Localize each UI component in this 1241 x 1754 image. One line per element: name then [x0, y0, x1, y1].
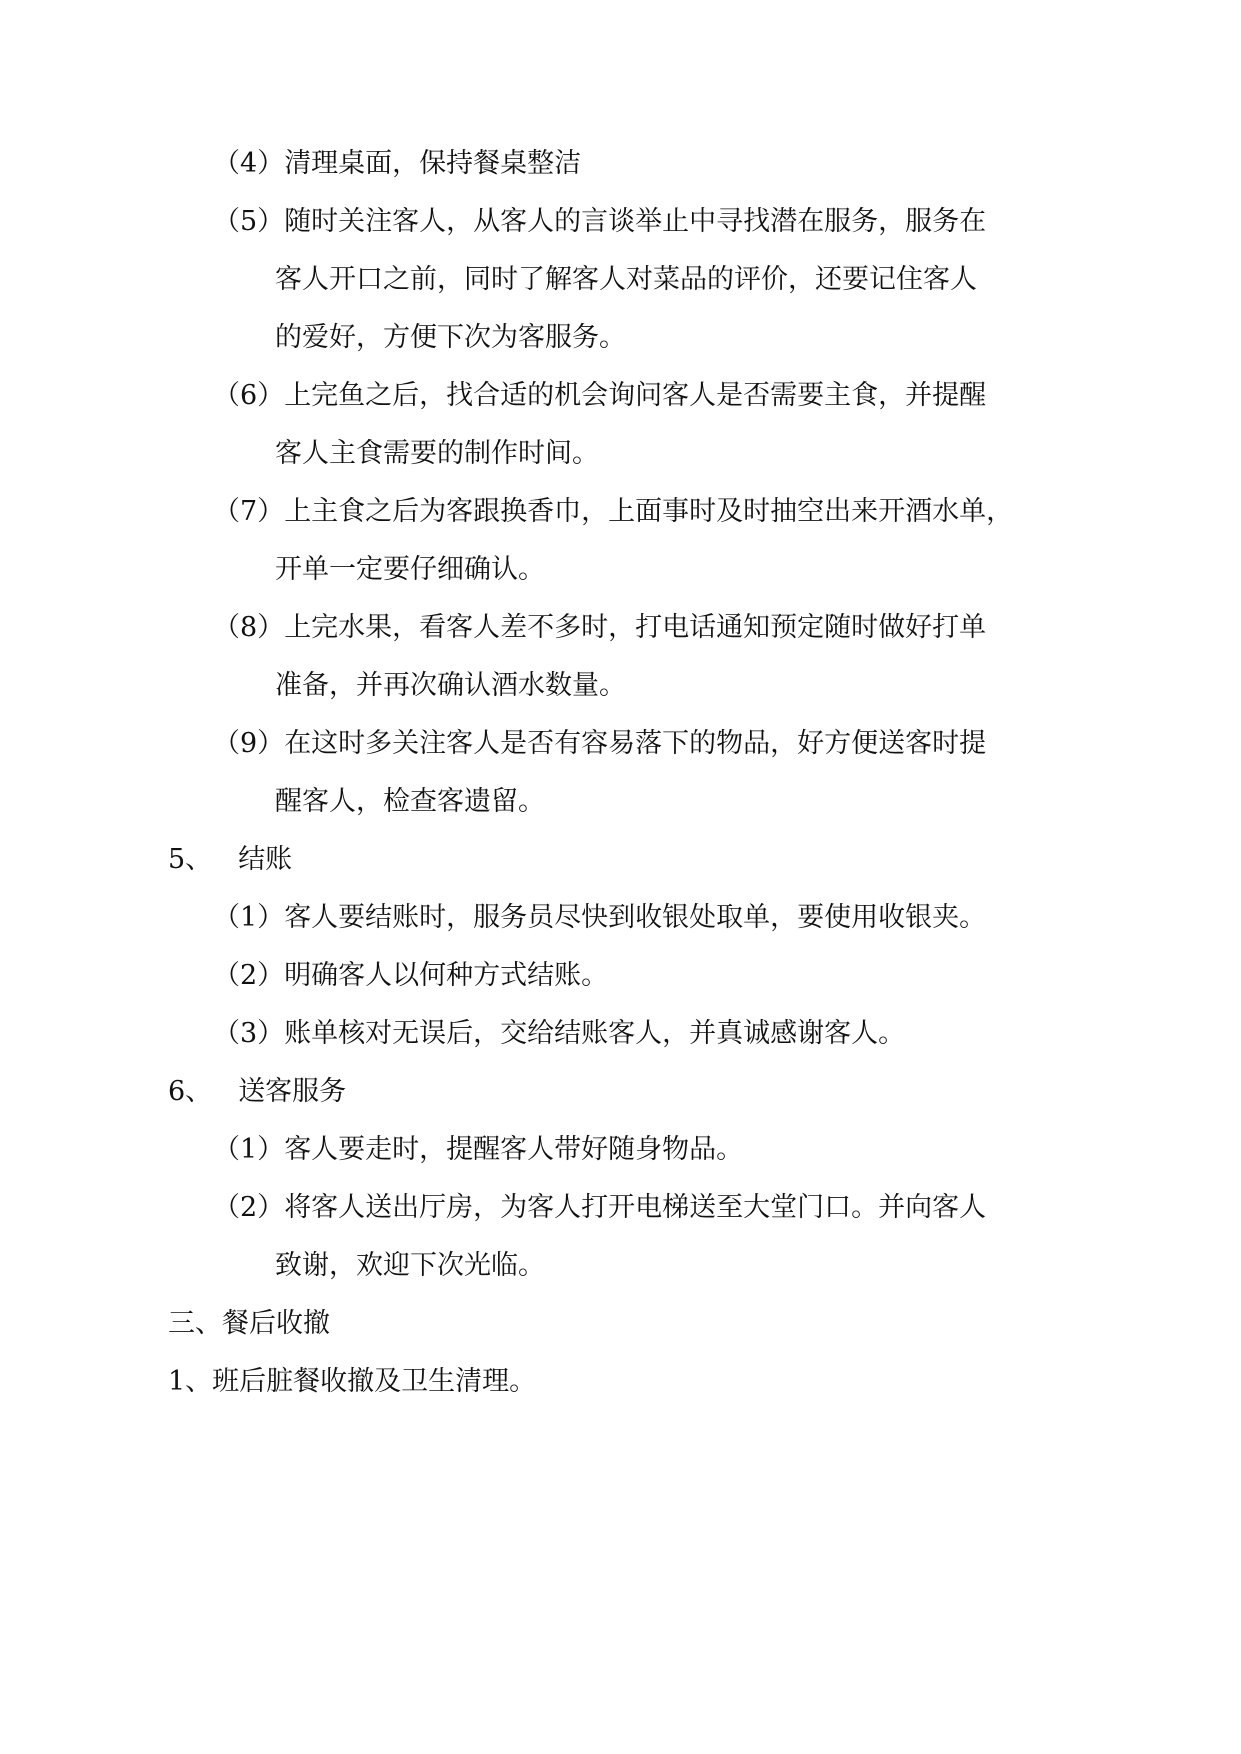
item-continuation: 开单一定要仔细确认。 [275, 554, 545, 585]
item-number: （2） [213, 1192, 285, 1223]
item-continuation: 准备，并再次确认酒水数量。 [275, 670, 626, 701]
list-item [213, 1190, 986, 1226]
item-number: （1） [213, 902, 285, 933]
section-title: 送客服务 [238, 1076, 347, 1107]
list-item [213, 900, 986, 936]
list-item [213, 204, 986, 240]
item-text: 清理桌面，保持餐桌整洁 [284, 148, 582, 179]
section-heading [168, 1074, 346, 1110]
item-continuation: 醒客人，检查客遗留。 [275, 786, 545, 817]
item-text: 上完水果，看客人差不多时，打电话通知预定随时做好打单 [284, 612, 987, 643]
item-number: （2） [213, 960, 285, 991]
item-number: （8） [213, 612, 285, 643]
item-text: 上主食之后为客跟换香巾，上面事时及时抽空出来开酒水单， [284, 496, 1014, 527]
item-number: （7） [213, 496, 285, 527]
item-number: （4） [213, 148, 285, 179]
item-text: 账单核对无误后，交给结账客人，并真诚感谢客人。 [284, 1018, 906, 1049]
section-number: 5、 [168, 844, 213, 875]
item-number: （1） [213, 1134, 285, 1165]
list-item [213, 494, 1013, 530]
list-item [213, 1132, 743, 1168]
item-continuation: 客人开口之前，同时了解客人对菜品的评价，还要记住客人 [275, 264, 977, 295]
section-title: 结账 [238, 844, 293, 875]
list-item [213, 1016, 905, 1052]
list-item [213, 610, 986, 646]
item-text: 上完鱼之后，找合适的机会询问客人是否需要主食，并提醒 [284, 380, 987, 411]
item-text: 将客人送出厅房，为客人打开电梯送至大堂门口。并向客人 [284, 1192, 987, 1223]
item-number: （6） [213, 380, 285, 411]
item-number: （9） [213, 728, 285, 759]
item-text: 随时关注客人，从客人的言谈举止中寻找潜在服务，服务在 [284, 206, 987, 237]
item-text: 客人要结账时，服务员尽快到收银处取单，要使用收银夹。 [284, 902, 987, 933]
list-item [213, 958, 608, 994]
item-number: （5） [213, 206, 285, 237]
item-text: 客人要走时，提醒客人带好随身物品。 [284, 1134, 744, 1165]
item-continuation: 致谢，欢迎下次光临。 [275, 1250, 545, 1281]
item-continuation: 的爱好，方便下次为客服务。 [275, 322, 626, 353]
list-item [213, 378, 986, 414]
item-number: （3） [213, 1018, 285, 1049]
section-heading [168, 842, 292, 878]
list-item [213, 726, 986, 762]
chapter-item: 1、班后脏餐收撤及卫生清理。 [168, 1366, 537, 1397]
chapter-heading: 三、餐后收撤 [168, 1308, 330, 1339]
item-text: 在这时多关注客人是否有容易落下的物品，好方便送客时提 [284, 728, 987, 759]
item-continuation: 客人主食需要的制作时间。 [275, 438, 599, 469]
section-number: 6、 [168, 1076, 213, 1107]
list-item [213, 146, 581, 182]
item-text: 明确客人以何种方式结账。 [284, 960, 609, 991]
